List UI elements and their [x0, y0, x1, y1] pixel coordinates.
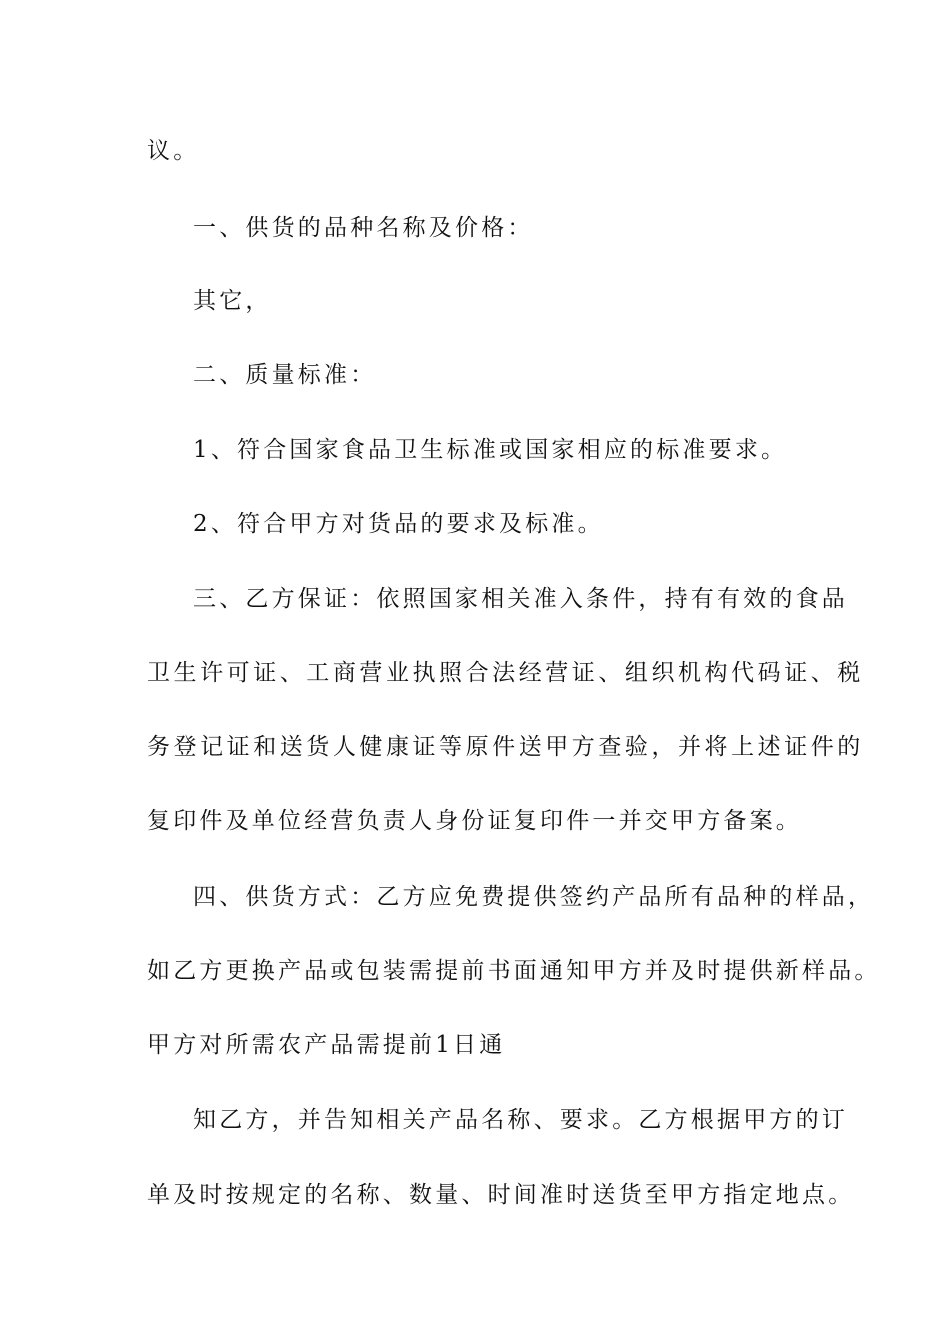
paragraph-line: 务登记证和送货人健康证等原件送甲方查验，并将上述证件的 [147, 734, 864, 760]
list-item: 2、符合甲方对货品的要求及标准。 [193, 511, 604, 537]
paragraph-line: 如乙方更换产品或包装需提前书面通知甲方并及时提供新样品。 [147, 958, 881, 984]
section-heading-2: 二、质量标准： [193, 362, 377, 388]
paragraph-line: 复印件及单位经营负责人身份证复印件一并交甲方备案。 [147, 808, 802, 834]
paragraph-line: 其它， [193, 288, 272, 314]
list-item: 1、符合国家食品卫生标准或国家相应的标准要求。 [193, 437, 788, 463]
section-heading-1: 一、供货的品种名称及价格： [193, 215, 534, 241]
section-heading-3: 三、乙方保证：依照国家相关准入条件，持有有效的食品 [193, 586, 848, 612]
paragraph-line: 议。 [147, 138, 200, 164]
paragraph-line: 单及时按规定的名称、数量、时间准时送货至甲方指定地点。 [147, 1182, 855, 1208]
paragraph-line: 甲方对所需农产品需提前1日通 [147, 1032, 506, 1058]
paragraph-line: 知乙方，并告知相关产品名称、要求。乙方根据甲方的订 [193, 1107, 848, 1133]
section-heading-4: 四、供货方式：乙方应免费提供签约产品所有品种的样品， [193, 884, 875, 910]
paragraph-line: 卫生许可证、工商营业执照合法经营证、组织机构代码证、税 [147, 660, 864, 686]
